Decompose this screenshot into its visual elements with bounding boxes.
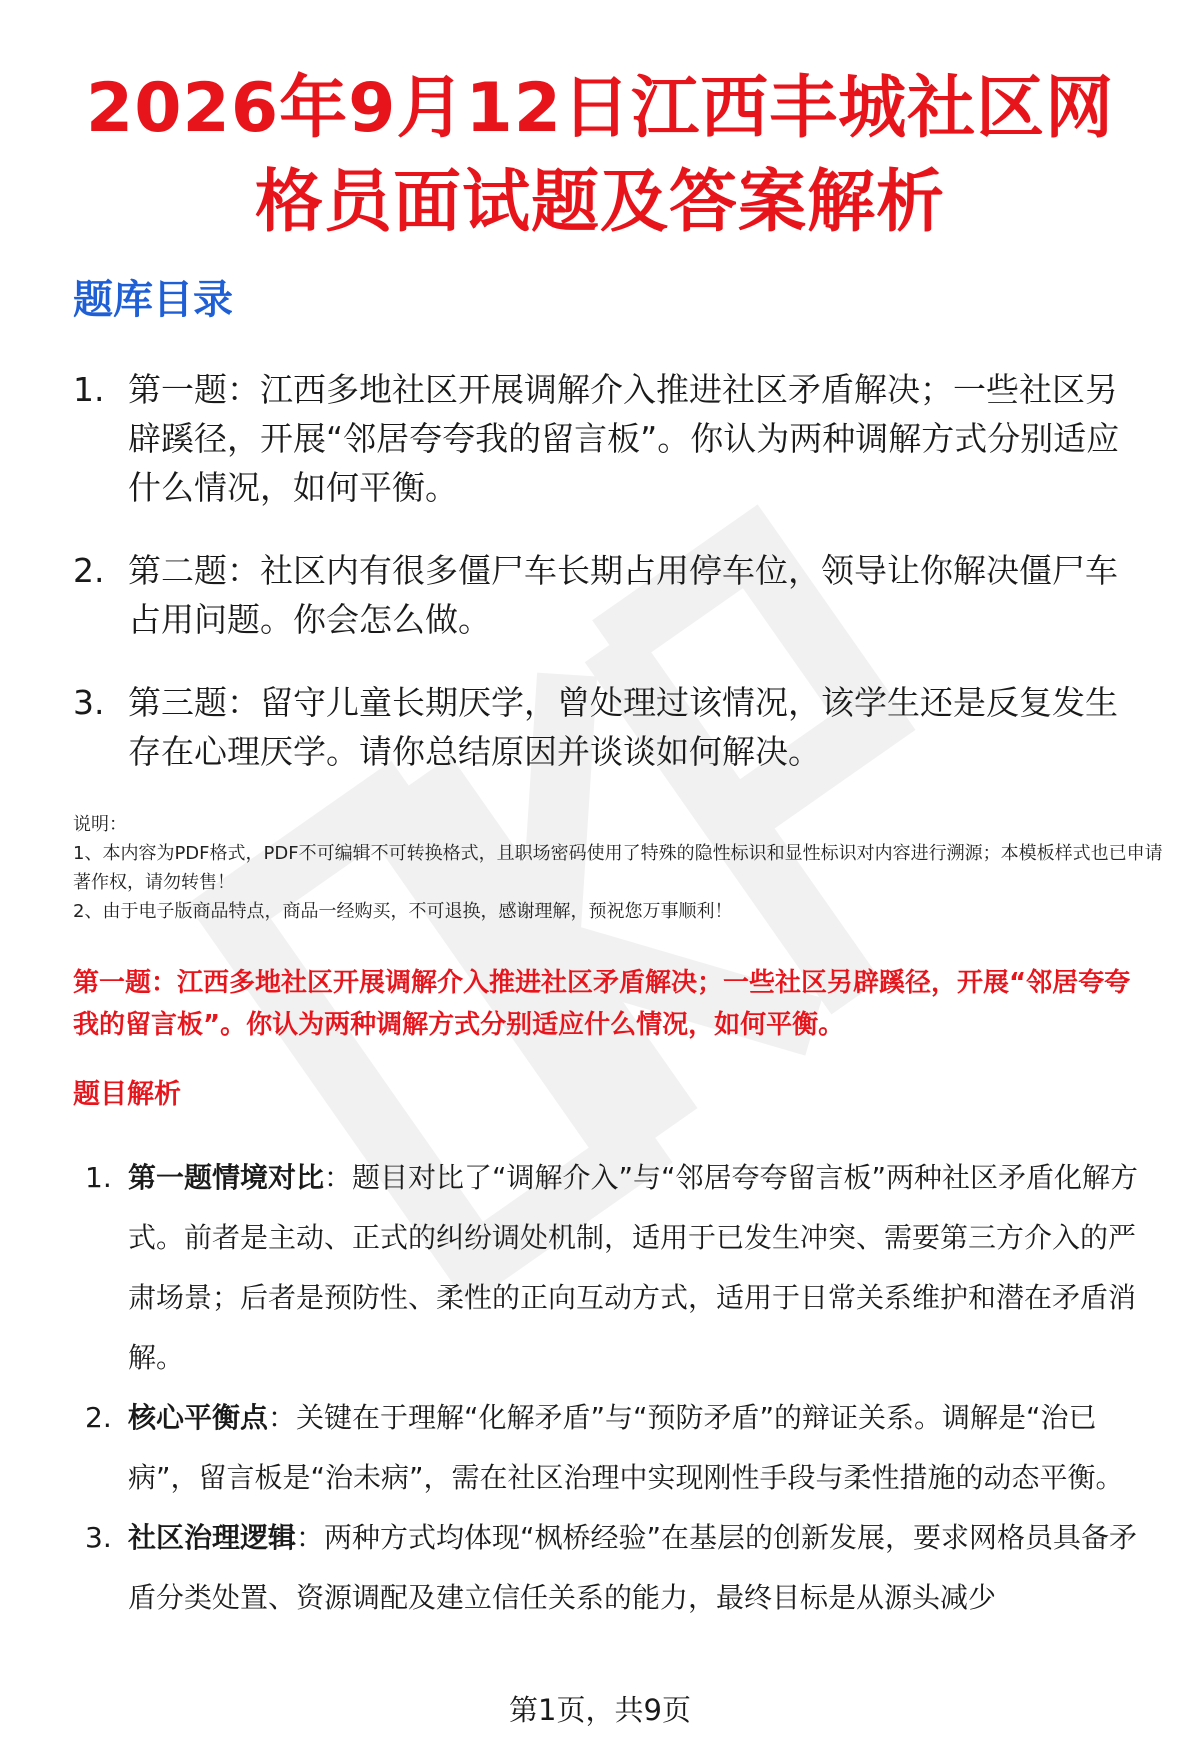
- notes-line: 2、由于电子版商品特点，商品一经购买，不可退换，感谢理解，预祝您万事顺利！: [73, 901, 733, 922]
- analysis-item-number: 2.: [85, 1401, 112, 1434]
- toc-item-text: 第二题：社区内有很多僵尸车长期占用停车位，领导让你解决僵尸车占用问题。你会怎么做。: [128, 551, 1118, 639]
- analysis-item: [85, 1508, 1145, 1628]
- notes-label: 说明：: [73, 814, 127, 835]
- page-footer: 第1页，共9页: [509, 1693, 691, 1727]
- analysis-item-term: 核心平衡点: [128, 1401, 269, 1434]
- analysis-item-number: 3.: [85, 1521, 112, 1554]
- analysis-item: [85, 1148, 1145, 1388]
- analysis-item-number: 1.: [85, 1161, 112, 1194]
- analysis-item-term: 社区治理逻辑: [128, 1521, 297, 1554]
- analysis-item: [85, 1388, 1145, 1508]
- toc-item-number: 2.: [73, 551, 105, 590]
- analysis-item-text: ：题目对比了“调解介入”与“邻居夸夸留言板”两种社区矛盾化解方式。前者是主动、正式的纠纷调处机制，适用于已发生冲突、需要第三方介入的严肃场景；后者是预防性、柔性的正向互动方式，适用于日常关系维护和潜在矛盾消解。: [128, 1161, 1139, 1374]
- toc-item: [73, 365, 1133, 512]
- toc-item-text: 第三题：留守儿童长期厌学，曾处理过该情况，该学生还是反复发生存在心理厌学。请你总结原因并谈谈如何解决。: [128, 683, 1118, 771]
- toc-item-number: 3.: [73, 683, 105, 722]
- toc-item: [73, 546, 1133, 644]
- toc-item-text: 第一题：江西多地社区开展调解介入推进社区矛盾解决；一些社区另辟蹊径，开展“邻居夸夸我的留言板”。你认为两种调解方式分别适应什么情况，如何平衡。: [128, 370, 1120, 507]
- toc-item-number: 1.: [73, 370, 105, 409]
- notes-section: [73, 810, 1163, 926]
- page-title: 2026年9月12日江西丰城社区网格员面试题及答案解析: [85, 69, 1115, 242]
- toc-item: [73, 678, 1133, 776]
- analysis-item-term: 第一题情境对比: [128, 1161, 325, 1194]
- question-heading: 第一题：江西多地社区开展调解介入推进社区矛盾解决；一些社区另辟蹊径，开展“邻居夸夸我的留言板”。你认为两种调解方式分别适应什么情况，如何平衡。: [73, 968, 1131, 1040]
- analysis-item-text: ：两种方式均体现“枫桥经验”在基层的创新发展，要求网格员具备矛盾分类处置、资源调配及建立信任关系的能力，最终目标是从源头减少: [128, 1521, 1138, 1614]
- notes-line: 1、本内容为PDF格式，PDF不可编辑不可转换格式，且职场密码使用了特殊的隐性标识和显性标识对内容进行溯源；本模板样式也已申请著作权，请勿转售！: [73, 843, 1163, 893]
- toc-heading: 题库目录: [73, 277, 233, 323]
- analysis-heading: 题目解析: [73, 1079, 181, 1110]
- toc-list: [73, 365, 1133, 776]
- analysis-item-text: ：关键在于理解“化解矛盾”与“预防矛盾”的辩证关系。调解是“治已病”，留言板是“治未病”，需在社区治理中实现刚性手段与柔性措施的动态平衡。: [128, 1401, 1124, 1494]
- analysis-list: [85, 1148, 1145, 1628]
